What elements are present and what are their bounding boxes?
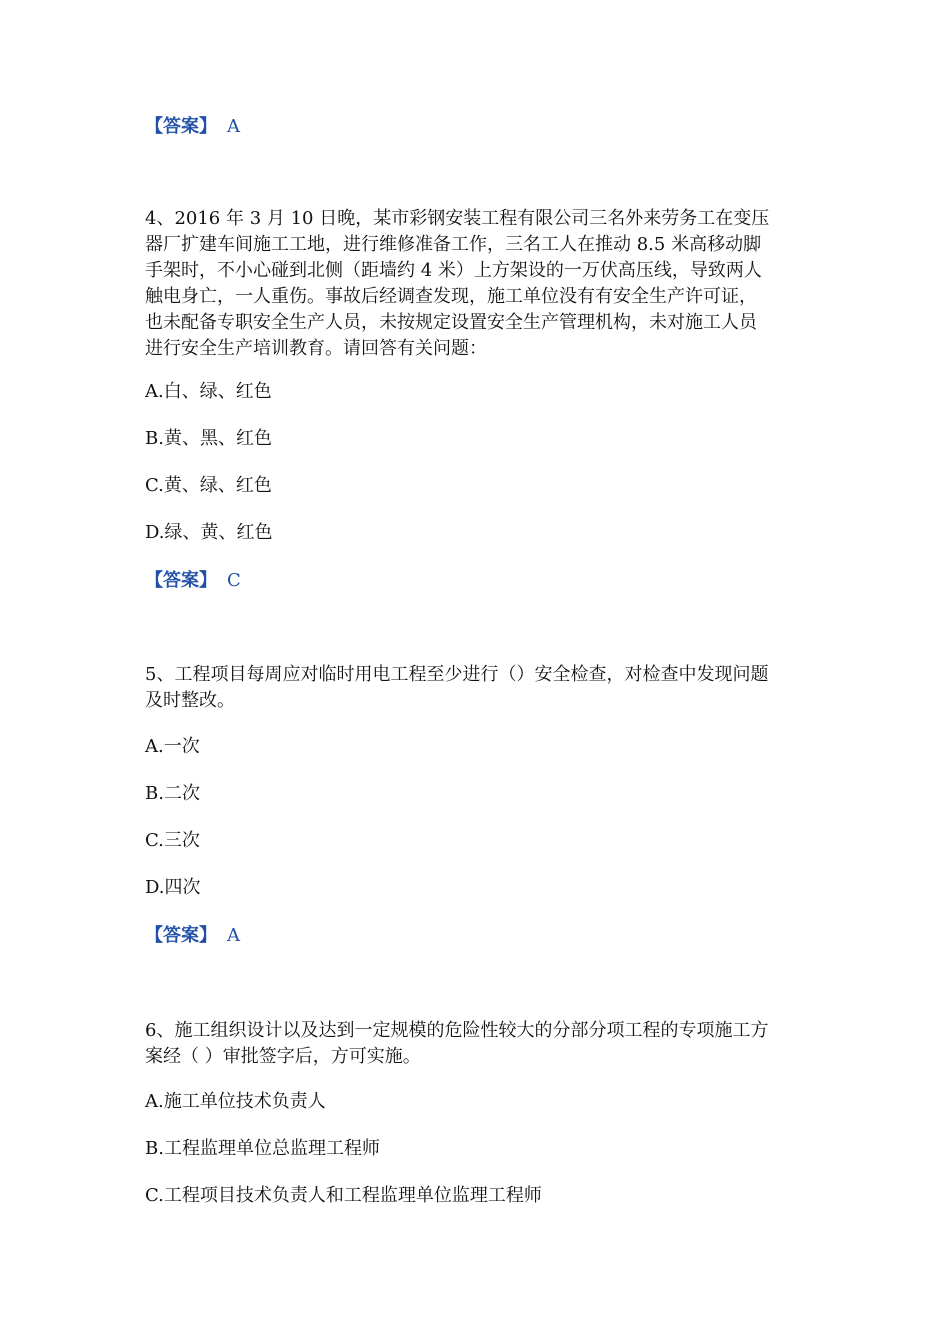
answer-line: [145, 115, 240, 139]
question-4-line: 触电身亡，一人重伤。事故后经调查发现，施工单位没有有安全生产许可证，: [145, 286, 757, 307]
question-6-line: 6、施工组织设计以及达到一定规模的危险性较大的分部分项工程的专项施工方: [145, 1020, 769, 1041]
answer-line: [145, 569, 241, 593]
question-6-option-c: C.工程项目技术负责人和工程监理单位监理工程师: [145, 1185, 542, 1206]
answer-value: C: [227, 570, 241, 591]
question-4-line: 也未配备专职安全生产人员，未按规定设置安全生产管理机构，未对施工人员: [145, 312, 757, 333]
question-4-option-b: B.黄、黑、红色: [145, 428, 272, 449]
question-5-stem: [145, 662, 815, 714]
question-5-option-c: C.三次: [145, 830, 200, 851]
answer-value: A: [227, 925, 240, 946]
question-5-line: 及时整改。: [145, 690, 235, 711]
question-5-line: 5、工程项目每周应对临时用电工程至少进行（）安全检查，对检查中发现问题: [145, 664, 769, 685]
answer-label: 【答案】: [145, 925, 217, 946]
question-4-line: 4、2016 年 3 月 10 日晚，某市彩钢安装工程有限公司三名外来劳务工在变压: [145, 208, 770, 229]
question-4-option-d: D.绿、黄、红色: [145, 522, 273, 543]
question-6-option-b: B.工程监理单位总监理工程师: [145, 1138, 380, 1159]
answer-label: 【答案】: [145, 116, 217, 137]
answer-value: A: [227, 116, 240, 137]
question-4-option-c: C.黄、绿、红色: [145, 475, 272, 496]
question-5-option-a: A.一次: [145, 736, 200, 757]
question-5-option-d: D.四次: [145, 877, 201, 898]
question-4-line: 进行安全生产培训教育。请回答有关问题：: [145, 338, 487, 359]
question-4-option-a: A.白、绿、红色: [145, 381, 272, 402]
answer-line: [145, 924, 240, 948]
question-5-option-b: B.二次: [145, 783, 200, 804]
question-4-stem: [145, 206, 815, 362]
question-6-option-a: A.施工单位技术负责人: [145, 1091, 326, 1112]
question-6-line: 案经（ ）审批签字后，方可实施。: [145, 1046, 421, 1067]
question-4-line: 手架时，不小心碰到北侧（距墙约 4 米）上方架设的一万伏高压线，导致两人: [145, 260, 762, 281]
question-6-stem: [145, 1018, 815, 1070]
question-4-line: 器厂扩建车间施工工地，进行维修准备工作，三名工人在推动 8.5 米高移动脚: [145, 234, 762, 255]
answer-label: 【答案】: [145, 570, 217, 591]
